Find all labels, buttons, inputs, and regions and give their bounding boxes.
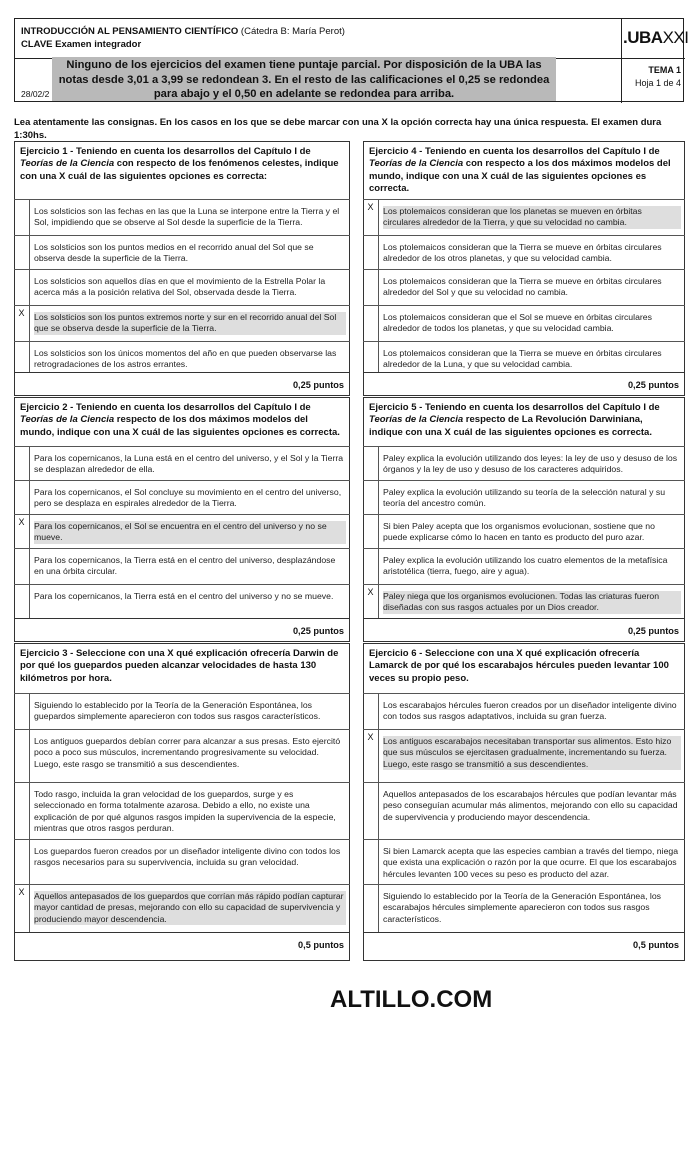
exercise-e1 [14, 141, 350, 396]
exercise-points: 0,25 puntos [627, 380, 679, 390]
exercise-question: Ejercicio 2 - Teniendo en cuenta los desarrollos del Capítulo I de Teorías de la Ciencia respecto de los dos máximos modelos del mundo, indique con una X cuál de las siguientes opciones es correcta. [20, 402, 340, 438]
answer-text: Aquellos antepasados de los escarabajos hércules que podían levantar más peso conseguían acumular más alimentos, mejorando con ello su capacidad de supervivencia y produciendo mayor descendencia. [383, 789, 678, 822]
answer-text: Los ptolemaicos consideran que la Tierra se mueve en órbitas circulares alrededor de la Luna, y que su velocidad cambia. [383, 348, 662, 370]
answer-checkbox[interactable] [363, 306, 379, 341]
answer-text: Para los copernicanos, la Tierra está en el centro del universo, desplazándose en una órbita circular. [34, 555, 336, 577]
answer-text: Para los copernicanos, la Tierra está en el centro del universo y no se mueve. [34, 591, 334, 601]
answer-option[interactable] [14, 729, 350, 782]
header-divider [621, 19, 622, 103]
answer-checkbox[interactable]: X [363, 585, 379, 618]
answer-checkbox[interactable] [14, 270, 30, 305]
answer-option[interactable] [14, 839, 350, 884]
exercise-e4 [363, 141, 685, 396]
answer-checkbox[interactable] [14, 236, 30, 269]
answer-checkbox[interactable] [363, 840, 379, 884]
answer-option[interactable] [363, 884, 685, 932]
answer-checkbox[interactable] [363, 342, 379, 372]
answer-text: Los escarabajos hércules fueron creados por un diseñador inteligente divino con todos sus rasgos adaptativos, incluida su gran fuerza. [383, 700, 677, 722]
uba-xxi-logo: .UBAXXI [623, 28, 689, 47]
answer-text: Todo rasgo, incluida la gran velocidad de los guepardos, surge y es seleccionado en forma totalmente azarosa. Debido a ello, no existe una explicación de por qué algunos rasgos impiden la supervivencia de la especie, mientras que otros rasgos perduran. [34, 789, 336, 834]
answer-text: Paley explica la evolución utilizando los cuatro elementos de la metafísica aristotélica (tierra, fuego, aire y agua). [383, 555, 668, 577]
answer-text: Los ptolemaicos consideran que la Tierra se mueve en órbitas circulares alrededor del Sol y que su velocidad no cambia. [383, 276, 662, 298]
exercise-points: 0,25 puntos [292, 626, 344, 636]
exercise-border [14, 643, 350, 644]
answer-checkbox[interactable] [14, 585, 30, 618]
answer-option[interactable] [14, 446, 350, 480]
exercise-border [363, 372, 685, 373]
exercise-points: 0,5 puntos [298, 940, 344, 950]
page-count: Hoja 1 de 4 [634, 78, 681, 88]
answer-text: Para los copernicanos, la Luna está en el centro del universo, y el Sol y la Tierra se desplazan alrededor de ella. [34, 453, 344, 475]
answer-checkbox[interactable] [14, 481, 30, 514]
answer-checkbox[interactable] [363, 270, 379, 305]
answer-checkbox[interactable]: X [14, 885, 30, 932]
course-title [21, 26, 345, 38]
answer-option[interactable] [14, 693, 350, 729]
course-chair: (Cátedra B: María Perot) [238, 26, 345, 37]
exercise-question: Ejercicio 5 - Teniendo en cuenta los desarrollos del Capítulo I de Teorías de la Ciencia respecto de La Revolución Darwiniana, indique con una X cuál de las siguientes opciones es correcta. [369, 402, 660, 438]
exercise-question: Ejercicio 6 - Seleccione con una X qué explicación ofrecería Lamarck de por qué los escarabajos hércules pueden levantar 100 veces su propio peso. [369, 648, 669, 684]
answer-option[interactable] [363, 693, 685, 729]
answer-text: Siguiendo lo establecido por la Teoría de la Generación Espontánea, los guepardos simplemente aparecieron con todos sus rasgos característicos. [34, 700, 321, 722]
exercise-border [14, 641, 350, 642]
answer-text: Los ptolemaicos consideran que la Tierra se mueve en órbitas circulares alrededor de los otros planetas, y que su velocidad cambia. [383, 242, 662, 264]
answer-option[interactable] [363, 782, 685, 839]
answer-option[interactable] [363, 235, 685, 269]
answer-checkbox[interactable] [363, 515, 379, 548]
answer-checkbox[interactable] [363, 783, 379, 839]
exercise-border [14, 618, 350, 619]
answer-option[interactable] [14, 305, 350, 341]
exercise-border [363, 960, 685, 961]
answer-option[interactable] [363, 269, 685, 305]
exercise-e2 [14, 397, 350, 642]
answer-checkbox[interactable] [14, 783, 30, 839]
exercise-border [363, 141, 685, 142]
answer-option[interactable] [363, 839, 685, 884]
answer-checkbox[interactable] [14, 342, 30, 372]
exercise-points: 0,25 puntos [292, 380, 344, 390]
answer-text: Si bien Lamarck acepta que las especies cambian a través del tiempo, niega que exista una explicación o razón por la que ocurre. El que los escarabajos hércules levanten 100 veces su peso es producto del azar. [383, 846, 679, 879]
exercise-question: Ejercicio 1 - Teniendo en cuenta los desarrollos del Capítulo I de Teorías de la Ciencia con respecto de los fenómenos celestes, indique con una X cuál de las siguientes opciones es correcta: [20, 146, 339, 182]
answer-option[interactable] [363, 584, 685, 618]
answer-option[interactable] [14, 269, 350, 305]
answer-option[interactable] [363, 446, 685, 480]
answer-checkbox[interactable] [363, 236, 379, 269]
answer-option[interactable] [363, 199, 685, 235]
answer-option[interactable] [14, 884, 350, 932]
answer-text: Los guepardos fueron creados por un diseñador inteligente divino con todos los rasgos necesarios para su supervivencia, incluida su gran velocidad. [34, 846, 341, 868]
answer-option[interactable] [14, 235, 350, 269]
answer-checkbox[interactable] [363, 885, 379, 932]
answer-option[interactable] [363, 548, 685, 584]
exam-type: CLAVE Examen integrador [21, 39, 142, 50]
instructions: Lea atentamente las consignas. En los casos en los que se debe marcar con una X la opción correcta hay una única respuesta. El examen dura 1:30hs. [14, 117, 662, 141]
answer-option[interactable] [363, 305, 685, 341]
exercise-border [363, 932, 685, 933]
answer-checkbox[interactable] [14, 730, 30, 782]
exercise-question: Ejercicio 3 - Seleccione con una X qué explicación ofrecería Darwin de por qué los guepardos pueden alcanzar velocidades de hasta 130 kilómetros por hora. [20, 648, 339, 684]
answer-text: Para los copernicanos, el Sol concluye su movimiento en el centro del universo, pero se desplaza en espirales alrededor de la Tierra. [34, 487, 342, 509]
altillo-watermark: ALTILLO.COM [330, 986, 493, 1013]
exercise-border [363, 641, 685, 642]
answer-text: Si bien Paley acepta que los organismos evolucionan, sostiene que no puede explicarse cómo lo hacen en tanto es producto del puro azar. [383, 521, 655, 543]
answer-text: Paley niega que los organismos evolucionen. Todas las criaturas fueron diseñadas con sus rasgos actuales por un Dios creador. [383, 591, 681, 614]
exercise-border [14, 395, 350, 396]
answer-checkbox[interactable] [14, 447, 30, 480]
answer-checkbox[interactable]: X [363, 200, 379, 235]
answer-text: Los antiguos escarabajos necesitaban transportar sus alimentos. Esto hizo que sus músculos se ejercitasen gradualmente, incrementando su fuerza. Luego, este rasgo se transmitió a sus descendientes. [383, 736, 681, 770]
answer-checkbox[interactable]: X [363, 730, 379, 782]
exercise-points: 0,5 puntos [633, 940, 679, 950]
exercise-border [363, 397, 685, 398]
exercise-border [14, 372, 350, 373]
answer-text: Siguiendo lo establecido por la Teoría de la Generación Espontánea, los escarabajos hércules simplemente aparecieron con todos sus rasgos característicos. [383, 891, 662, 924]
answer-checkbox[interactable] [14, 200, 30, 235]
answer-text: Paley explica la evolución utilizando su teoría de la selección natural y su teoría del ancestro común. [383, 487, 666, 509]
answer-checkbox[interactable]: X [14, 515, 30, 548]
answer-text: Los solsticios son aquellos días en que el movimiento de la Estrella Polar la acerca más a la posición relativa del Sol, observada desde la Tierra. [34, 276, 326, 298]
answer-text: Para los copernicanos, el Sol se encuentra en el centro del universo y no se mueve. [34, 521, 346, 544]
answer-checkbox[interactable] [363, 481, 379, 514]
answer-checkbox[interactable]: X [14, 306, 30, 341]
course-name: INTRODUCCIÓN AL PENSAMIENTO CIENTÍFICO [21, 26, 239, 37]
exercise-border [14, 932, 350, 933]
answer-text: Los solsticios son los puntos extremos norte y sur en el recorrido anual del Sol que se observa desde la superficie de la Tierra. [34, 312, 346, 335]
answer-checkbox[interactable] [14, 840, 30, 884]
exercise-border [363, 618, 685, 619]
answer-text: Los ptolemaicos consideran que el Sol se mueve en órbitas circulares alrededor de todos los planetas, y que su velocidad cambia. [383, 312, 652, 334]
exercise-border [14, 960, 350, 961]
exercise-e5 [363, 397, 685, 642]
answer-option[interactable] [14, 782, 350, 839]
answer-text: Aquellos antepasados de los guepardos que corrían más rápido podían capturar mayor cantidad de presas, mejorando con ello su capacidad de supervivencia y produciendo mayor descendencia. [34, 891, 346, 925]
exercise-question: Ejercicio 4 - Teniendo en cuenta los desarrollos del Capítulo I de Teorías de la Ciencia con respecto a los dos máximos modelos del mundo, indique con una X cuál de las siguientes opciones es correcta. [369, 146, 671, 195]
answer-option[interactable] [14, 480, 350, 514]
exercise-border [363, 395, 685, 396]
answer-option[interactable] [14, 548, 350, 584]
answer-checkbox[interactable] [363, 694, 379, 729]
answer-option[interactable] [14, 584, 350, 618]
answer-checkbox[interactable] [14, 694, 30, 729]
exercise-points: 0,25 puntos [627, 626, 679, 636]
exercise-e6 [363, 643, 685, 961]
answer-text: Los solsticios son las fechas en las que la Luna se interpone entre la Tierra y el Sol, impidiendo que se observe al Sol desde la superficie de la Tierra. [34, 206, 340, 228]
answer-option[interactable] [14, 199, 350, 235]
answer-option[interactable] [363, 729, 685, 782]
answer-option[interactable] [363, 341, 685, 372]
answer-text: Paley explica la evolución utilizando dos leyes: la ley de uso y desuso de los órganos y la ley de uso y desuso de los caracteres adquiridos. [383, 453, 678, 475]
tema-label: TEMA 1 [648, 65, 681, 75]
exercise-e3 [14, 643, 350, 961]
answer-option[interactable] [14, 341, 350, 372]
answer-text: Los solsticios son los únicos momentos del año en que pueden observarse las retrogradaciones de los astros errantes. [34, 348, 337, 370]
answer-checkbox[interactable] [14, 549, 30, 584]
answer-option[interactable] [363, 480, 685, 514]
answer-checkbox[interactable] [363, 447, 379, 480]
exercise-border [14, 397, 350, 398]
exercise-border [14, 141, 350, 142]
grading-notice: Ninguno de los ejercicios del examen tiene puntaje parcial. Por disposición de la UBA las notas desde 3,01 a 3,99 se redondean 3. En el resto de las calificaciones el 0,25 se redondea para abajo y el 0,50 en adelante se redondea para arriba. [52, 57, 556, 101]
answer-text: Los solsticios son los puntos medios en el recorrido anual del Sol que se observa desde la superficie de la Tierra. [34, 242, 314, 264]
answer-checkbox[interactable] [363, 549, 379, 584]
answer-option[interactable] [363, 514, 685, 548]
exercise-border [363, 643, 685, 644]
answer-text: Los antiguos guepardos debían correr para alcanzar a sus presas. Esto ejercitó poco a poco sus músculos, incrementando progresivamente su velocidad. Luego, este rasgo se transmitió a sus descendientes. [34, 736, 341, 769]
answer-option[interactable] [14, 514, 350, 548]
answer-text: Los ptolemaicos consideran que los planetas se mueven en órbitas circulares alrededor de la Tierra, y que su velocidad no cambia. [383, 206, 681, 229]
exam-date: 28/02/2 [21, 89, 50, 99]
